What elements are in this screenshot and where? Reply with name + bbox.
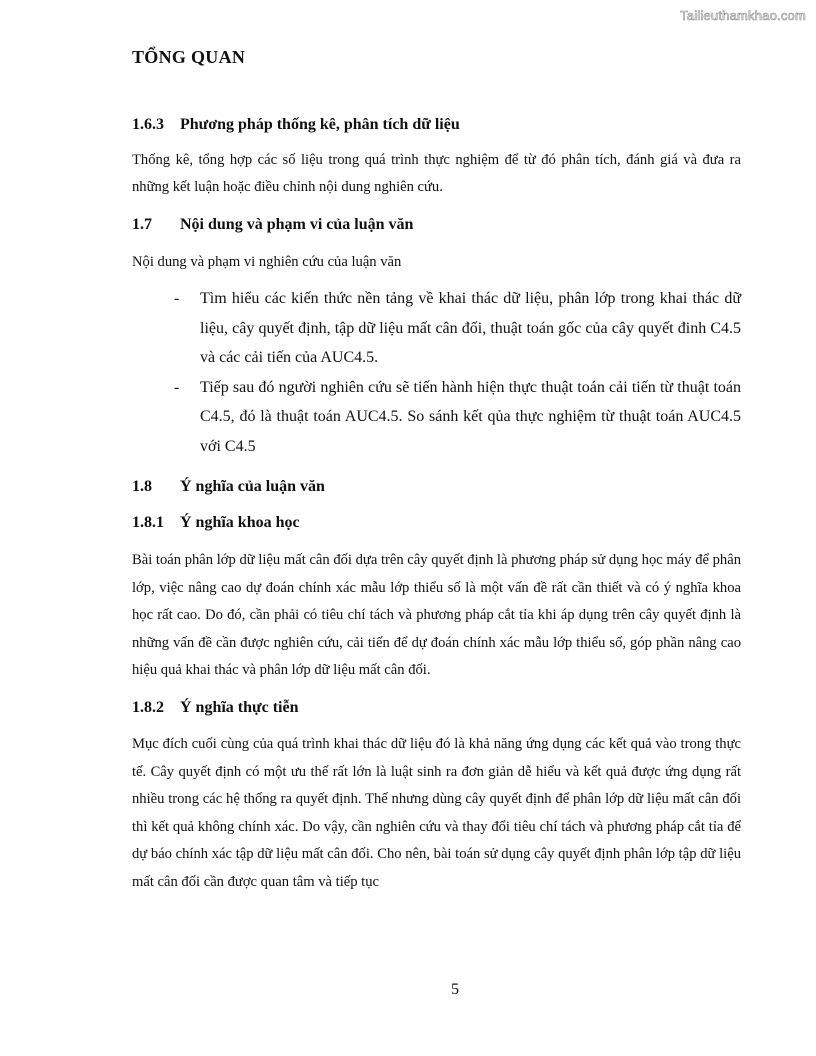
heading-number: 1.6.3	[132, 116, 164, 133]
heading-1-7	[132, 216, 413, 234]
heading-1-8-1	[132, 514, 300, 532]
heading-number: 1.7	[132, 216, 152, 233]
heading-number: 1.8.1	[132, 514, 164, 531]
list-item-text: Tiếp sau đó người nghiên cứu sẽ tiến hành hiện thực thuật toán cải tiến từ thuật toán C4.5, đó là thuật toán AUC4.5. So sánh kết qủa thực nghiệm từ thuật toán AUC4.5 với C4.5	[200, 378, 741, 455]
list-item-text: Tìm hiểu các kiến thức nền tảng về khai thác dữ liệu, phân lớp trong khai thác dữ liệu, cây quyết định, tập dữ liệu mất cân đối, thuật toán gốc của cây quyết đinh C4.5 và các cải tiến của AUC4.5.	[200, 290, 741, 366]
heading-title: Ý nghĩa khoa học	[180, 514, 300, 531]
scope-list	[174, 284, 741, 461]
list-item	[174, 284, 741, 373]
page-number: 5	[451, 981, 459, 998]
heading-number: 1.8	[132, 478, 152, 495]
dash-bullet: -	[174, 290, 180, 307]
heading-title: Nội dung và phạm vi của luận văn	[180, 216, 414, 233]
heading-title: Ý nghĩa thực tiễn	[180, 699, 299, 716]
dash-bullet: -	[174, 378, 180, 396]
paragraph-1-8-1: Bài toán phân lớp dữ liệu mất cân đối dựa trên cây quyết định là phương pháp sử dụng học máy để phân lớp, việc nâng cao dự đoán chính xác mẫu lớp thiểu số là một vấn đề rất cần thiết và có ý nghĩa khoa học rất cao. Do đó, cần phải có tiêu chí tách và phương pháp cắt tỉa khi áp dụng trên cây quyết định là những vấn đề cần được nghiên cứu, cải tiến để dự đoán chính xác mẫu lớp thiểu số, góp phần nâng cao hiệu quả khai thác và phân lớp dữ liệu mất cân đối.	[132, 552, 741, 679]
list-item	[174, 373, 741, 462]
paragraph-1-6-3: Thống kê, tổng hợp các số liệu trong quá trình thực nghiệm để từ đó phân tích, đánh giá và đưa ra những kết luận hoặc điều chỉnh nội dung nghiên cứu.	[132, 152, 741, 196]
heading-number: 1.8.2	[132, 699, 164, 716]
page-header: TỔNG QUAN	[132, 47, 246, 67]
heading-title: Phương pháp thống kê, phân tích dữ liệu	[180, 116, 460, 133]
heading-1-8	[132, 478, 325, 496]
heading-1-8-2	[132, 699, 299, 717]
watermark: Tailieuthamkhao.com	[680, 8, 806, 23]
heading-title: Ý nghĩa của luận văn	[180, 478, 325, 495]
paragraph-1-8-2: Mục đích cuối cùng của quá trình khai thác dữ liệu đó là khả năng ứng dụng các kết quả vào trong thực tế. Cây quyết định có một ưu thế rất lớn là luật sinh ra đơn giản dễ hiểu và kết quả được ứng dụng rất nhiều trong các hệ thống ra quyết định. Thế nhưng dùng cây quyết định để phân lớp dữ liệu mất cân đối thì kết quả không chính xác. Do vậy, cần nghiên cứu và thay đổi tiêu chí tách và phương pháp cắt tỉa để dự báo chính xác tập dữ liệu mất cân đối. Cho nên, bài toán sử dụng cây quyết định phân lớp tập dữ liệu mất cân đối cần được quan tâm và tiếp tục	[132, 736, 741, 890]
paragraph-1-7-intro: Nội dung và phạm vi nghiên cứu của luận văn	[132, 254, 402, 270]
heading-1-6-3	[132, 116, 460, 134]
